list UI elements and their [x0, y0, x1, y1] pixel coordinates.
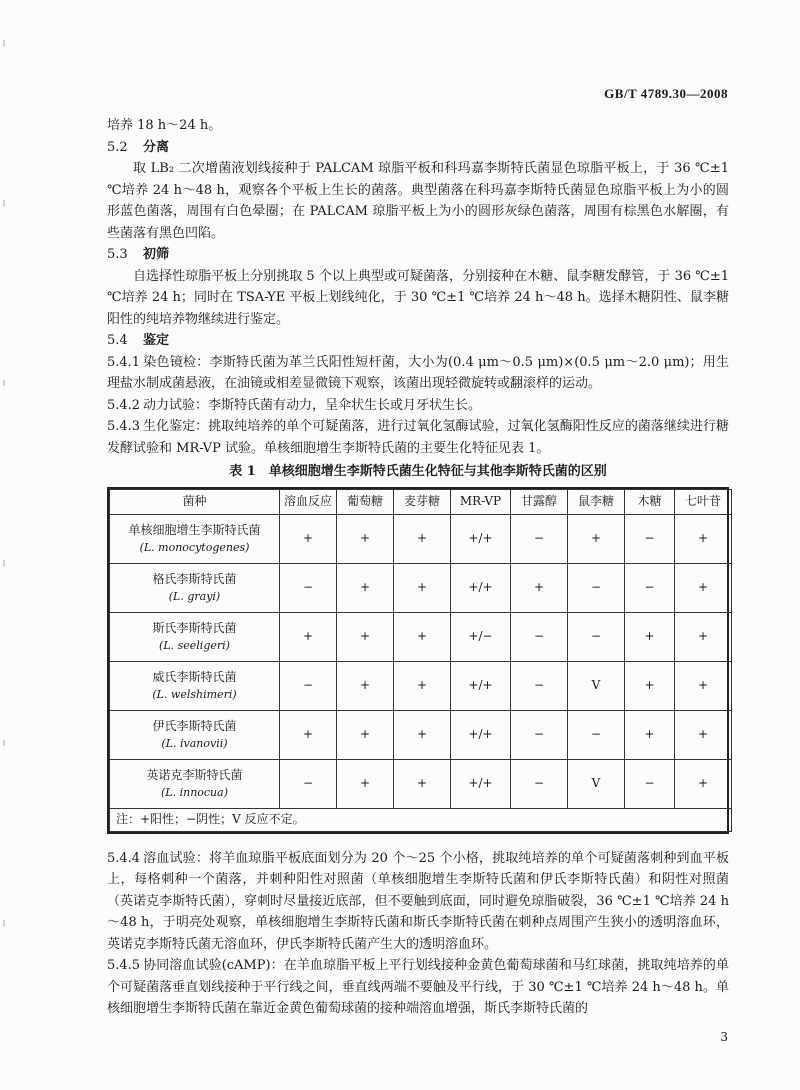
result-cell: +/+	[451, 759, 511, 808]
table-caption: 表 1 单核细胞增生李斯特氏菌生化特征与其他李斯特氏菌的区别	[229, 464, 607, 479]
result-cell: +	[337, 563, 394, 612]
column-header: 七叶苷	[675, 489, 732, 514]
result-cell: +	[394, 661, 451, 710]
result-cell: −	[511, 612, 568, 661]
section-number: 5.2	[107, 139, 128, 155]
result-cell: +	[394, 612, 451, 661]
section-heading	[107, 330, 729, 352]
result-cell: +	[625, 710, 675, 759]
table-header-row	[110, 489, 732, 514]
species-latin-name: (L. monocytogenes)	[139, 540, 250, 554]
result-cell: +	[280, 612, 337, 661]
subsection-number: 5.4.4	[107, 850, 141, 866]
subsection-number: 5.4.5	[107, 958, 141, 973]
result-cell: −	[511, 710, 568, 759]
result-cell: +	[675, 612, 732, 661]
result-cell: +	[337, 514, 394, 563]
page-body	[107, 115, 729, 1020]
result-cell: −	[625, 563, 675, 612]
species-latin-name: (L. grayi)	[168, 589, 221, 603]
result-cell: +	[625, 612, 675, 661]
result-cell: +	[280, 514, 337, 563]
species-latin-name: (L. seeligeri)	[159, 638, 230, 652]
subsection-text: 染色镜检：李斯特氏菌为革兰氏阳性短杆菌，大小为(0.4 μm～0.5 μm)×(0.5 μm～2.0 μm)；用生理盐水制成菌悬液，在油镜或相差显微镜下观察，该菌出现轻微旋转或翻滚样的运动。	[107, 354, 729, 391]
column-header: 菌种	[110, 489, 280, 514]
biochem-table	[109, 489, 732, 832]
subsection-text: 动力试验：李斯特氏菌有动力，呈伞状生长或月牙状生长。	[143, 397, 482, 413]
column-header: MR-VP	[451, 489, 511, 514]
result-cell: −	[625, 759, 675, 808]
result-cell: −	[568, 612, 625, 661]
result-cell: +/+	[451, 710, 511, 759]
subsection-number: 5.4.2	[107, 397, 141, 413]
section-heading	[107, 137, 729, 159]
subsection-paragraph	[107, 352, 729, 395]
species-cell	[110, 563, 280, 612]
result-cell: −	[511, 514, 568, 563]
species-cell	[110, 759, 280, 808]
species-latin-name: (L. ivanovii)	[161, 736, 228, 750]
table-row	[110, 710, 732, 759]
subsection-paragraph	[107, 955, 729, 1020]
subsection-text: 生化鉴定：挑取纯培养的单个可疑菌落，进行过氧化氢酶试验，过氧化氢酶阳性反应的菌落继续进行糖发酵试验和 MR-VP 试验。单核细胞增生李斯特氏菌的主要生化特征见表 1。	[107, 419, 729, 456]
subsection-text: 溶血试验：将羊血琼脂平板底面划分为 20 个～25 个小格，挑取纯培养的单个可疑菌落刺种到血平板上，每格刺种一个菌落，并刺种阳性对照菌（单核细胞增生李斯特氏菌和伊氏李斯特氏菌）和阴性对照菌（英诺克李斯特氏菌），穿刺时尽量接近底部，但不要触到底面，同时避免琼脂破裂，36 ℃±1 ℃培养 24 h～48 h，于明亮处观察，单核细胞增生李斯特氏菌和斯氏李斯特氏菌在刺种点周围产生狭小的透明溶血环，英诺克李斯特氏菌无溶血环，伊氏李斯特氏菌产生大的透明溶血环。	[107, 850, 729, 952]
text-before-table	[107, 115, 729, 459]
body-paragraph: 培养 18 h～24 h。	[107, 118, 222, 133]
table-row	[110, 661, 732, 710]
standard-number: GB/T 4789.30—2008	[604, 86, 728, 101]
result-cell: +	[625, 661, 675, 710]
result-cell: +	[337, 661, 394, 710]
subsection-number: 5.4.3	[107, 419, 141, 434]
margin-mark	[3, 740, 5, 746]
result-cell: +	[675, 661, 732, 710]
species-name: 英诺克李斯特氏菌	[146, 767, 243, 782]
species-cell	[110, 710, 280, 759]
margin-mark	[3, 920, 5, 926]
result-cell: +/−	[451, 612, 511, 661]
species-cell	[110, 612, 280, 661]
species-name: 斯氏李斯特氏菌	[152, 620, 237, 635]
result-cell: +/+	[451, 661, 511, 710]
species-name: 伊氏李斯特氏菌	[152, 718, 237, 733]
column-header: 鼠李糖	[568, 489, 625, 514]
result-cell: V	[568, 661, 625, 710]
result-cell: +	[394, 759, 451, 808]
subsection-number: 5.4.1	[107, 354, 141, 370]
page-number: 3	[720, 1030, 728, 1044]
species-cell	[110, 661, 280, 710]
column-header: 溶血反应	[280, 489, 337, 514]
result-cell: −	[280, 759, 337, 808]
table-row	[110, 612, 732, 661]
section-title: 鉴定	[143, 333, 170, 348]
margin-mark	[3, 560, 5, 566]
result-cell: +	[675, 710, 732, 759]
table-note: 注：+阳性；−阴性；V 反应不定。	[110, 808, 732, 831]
result-cell: +	[675, 563, 732, 612]
subsection-paragraph	[107, 395, 729, 417]
table-row	[110, 514, 732, 563]
result-cell: +	[394, 514, 451, 563]
subsection-paragraph	[107, 848, 729, 956]
species-latin-name: (L. innocua)	[161, 785, 228, 799]
result-cell: +	[568, 514, 625, 563]
column-header: 甘露醇	[511, 489, 568, 514]
result-cell: V	[568, 759, 625, 808]
result-cell: −	[511, 759, 568, 808]
result-cell: −	[280, 661, 337, 710]
column-header: 木糖	[625, 489, 675, 514]
body-paragraph: 自选择性琼脂平板上分别挑取 5 个以上典型或可疑菌落，分别接种在木糖、鼠李糖发酵管，于 36 ℃±1 ℃培养 24 h；同时在 TSA-YE 平板上划线纯化，于 30 ℃±1 ℃培养 24 h～48 h。选择木糖阴性、鼠李糖阳性的纯培养物继续进行鉴定。	[107, 268, 729, 327]
result-cell: −	[568, 710, 625, 759]
column-header: 葡萄糖	[337, 489, 394, 514]
section-title: 初筛	[143, 247, 170, 262]
result-cell: +	[337, 612, 394, 661]
result-cell: −	[625, 514, 675, 563]
result-cell: +/+	[451, 514, 511, 563]
section-number: 5.3	[107, 247, 128, 262]
margin-mark	[3, 380, 5, 386]
result-cell: +	[675, 514, 732, 563]
species-name: 单核细胞增生李斯特氏菌	[128, 522, 261, 537]
species-latin-name: (L. welshimeri)	[152, 687, 237, 701]
result-cell: +	[394, 563, 451, 612]
result-cell: +	[337, 710, 394, 759]
species-name: 格氏李斯特氏菌	[152, 571, 237, 586]
subsection-text: 协同溶血试验(cAMP)：在羊血琼脂平板上平行划线接种金黄色葡萄球菌和马红球菌，挑取纯培养的单个可疑菌落垂直划线接种于平行线之间，垂直线两端不要触及平行线，于 30 ℃±1 ℃培养 24 h～48 h。单核细胞增生李斯特氏菌在靠近金黄色葡萄球菌的接种端溶血增强，斯氏李斯特氏菌的	[107, 958, 729, 1016]
section-title: 分离	[143, 139, 170, 155]
result-cell: +	[280, 710, 337, 759]
table-row	[110, 759, 732, 808]
table-row	[110, 563, 732, 612]
text-after-table	[107, 848, 729, 1020]
species-name: 威氏李斯特氏菌	[152, 669, 237, 684]
subsection-paragraph	[107, 416, 729, 459]
result-cell: +	[675, 759, 732, 808]
result-cell: −	[280, 563, 337, 612]
column-header: 麦芽糖	[394, 489, 451, 514]
result-cell: +	[394, 710, 451, 759]
result-cell: −	[511, 661, 568, 710]
result-cell: −	[568, 563, 625, 612]
species-cell	[110, 514, 280, 563]
result-cell: +	[337, 759, 394, 808]
section-heading	[107, 244, 729, 266]
table-note-row	[110, 808, 732, 831]
body-paragraph: 取 LB₂ 二次增菌液划线接种于 PALCAM 琼脂平板和科玛嘉李斯特氏菌显色琼脂平板上，于 36 ℃±1 ℃培养 24 h～48 h，观察各个平板上生长的菌落。典型菌落在科玛嘉李斯特氏菌显色琼脂平板上为小的圆形蓝色菌落，周围有白色晕圈；在 PALCAM 琼脂平板上为小的圆形灰绿色菌落，周围有棕黑色水解圈，有些菌落有黑色凹陷。	[107, 161, 729, 241]
table-frame	[107, 487, 729, 834]
result-cell: +/+	[451, 563, 511, 612]
section-number: 5.4	[107, 333, 128, 348]
margin-mark	[3, 200, 5, 206]
result-cell: +	[511, 563, 568, 612]
margin-mark	[3, 40, 5, 46]
